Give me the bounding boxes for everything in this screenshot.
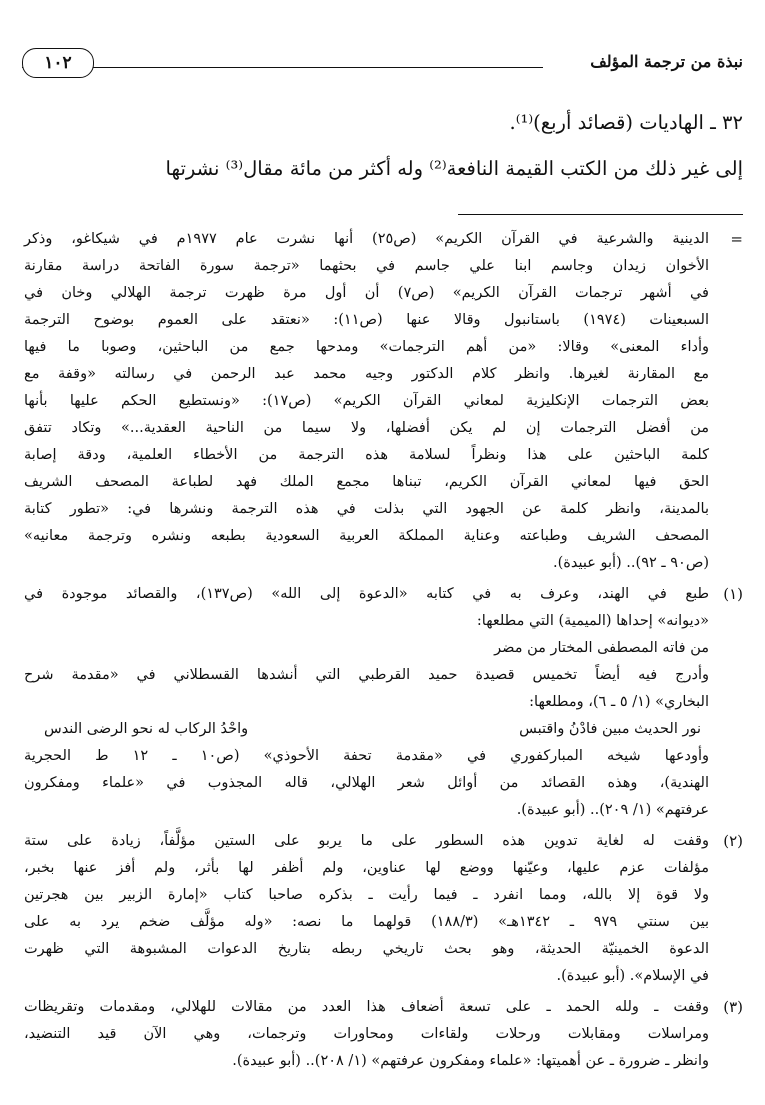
footnote-line: في الإسلام». (أبو عبيدة).	[556, 968, 709, 984]
footnote-line: كلمة الباحثين على هذا ونظراً لسلامة هذه الترجمة من الأخطاء العلمية، ودقة إصابة	[24, 447, 709, 463]
verse-line	[24, 716, 709, 743]
footnote-line: مؤلفات عزم عليها، وعيّنها ووضع لها عناوين، ولم أظفر لها بأثر، ولم أفز عنها بخبر،	[24, 860, 709, 876]
footnote-continued	[24, 226, 743, 577]
footnote-number: (٢)	[723, 832, 743, 850]
footnote-line: وقفت له لغاية تدوين هذه السطور على ما يربو على الستين مؤلَّفاً، زيادة على ستة	[24, 833, 709, 849]
footnote-line: «ديوانه» إحداها (الميمية) التي مطلعها:	[476, 613, 709, 629]
footnote-line: بين سنتي ٩٧٩ ـ ١٣٤٢هـ» (١٨٨/٣) قولهما ما نصه: «وله مؤلَّف ضخم يرد به على	[24, 914, 709, 930]
footnote-line: وانظر ـ ضرورة ـ عن أهميتها: «علماء ومفكرون عرفتهم» (١/ ٢٠٨).. (أبو عبيدة).	[232, 1053, 709, 1069]
footnote-body	[24, 581, 709, 824]
footnote-body	[24, 226, 709, 577]
verse-hemistich-2: واحْدُ الركاب له نحو الرضى الندس	[44, 721, 249, 737]
footnote-line: مع المقارنة لغيرها. وانظر كلام الدكتور وجيه محمد عبد الرحمن في رسالته «وقفة مع	[24, 366, 709, 382]
footnote-line: عرفتهم» (١/ ٢٠٩).. (أبو عبيدة).	[516, 802, 709, 818]
main-line-2: إلى غير ذلك من الكتب القيمة النافعة⁽²⁾ وله أكثر من مائة مقال⁽³⁾ نشرتها	[165, 157, 743, 180]
footnote-line: وأودعها شيخه المباركفوري في «مقدمة تحفة الأحوذي» (ص١٠ ـ ١٢ ط الحجرية	[24, 748, 710, 764]
footnote-line: وأداء المعنى» وقالا: «من أهم الترجمات» ومدحها جمع من الباحثين، وصوبا ما فيها	[24, 339, 709, 355]
footnote-line: الحق فيها لمعاني القرآن الكريم، تبناها مجمع الملك فهد لطباعة المصحف الشريف	[24, 474, 709, 490]
footnote-line: ومراسلات ومقابلات ورحلات ولقاءات ومحاورات وترجمات، وهي الآن قيد التنضيد،	[24, 1026, 709, 1042]
running-title: نبذة من ترجمة المؤلف	[590, 52, 743, 71]
footnote-line: السبعينات (١٩٧٤) باستانبول وقالا عنها (ص١١): «نعتقد على العموم بوضوح الترجمة	[24, 312, 709, 328]
continuation-marker: =	[730, 230, 743, 248]
footnote-separator	[458, 214, 743, 215]
footnote-1	[24, 581, 743, 824]
page-header	[22, 48, 743, 82]
footnote-2	[24, 828, 743, 990]
footnote-line: الأخوان زيدان وجاسم ابنا علي جاسم في بحثهما «ترجمة سورة الفاتحة دراسة مقارنة	[24, 258, 709, 274]
footnote-line: وأدرج فيه أيضاً تخميس قصيدة حميد القرطبي التي أنشدها القسطلاني في «مقدمة شرح	[24, 667, 709, 683]
footnote-line: طبع في الهند، وعرف به في كتابه «الدعوة إلى الله» (ص١٣٧)، والقصائد موجودة في	[24, 586, 709, 602]
footnote-number: (٣)	[723, 998, 743, 1016]
footnote-line: في أشهر ترجمات القرآن الكريم» (ص٧) أن أول مرة ظهرت ترجمة الهلالي وخان في	[24, 285, 709, 301]
verse-hemistich-1: نور الحديث مبين فادْنُ واقتبس	[519, 721, 701, 737]
main-text	[22, 100, 743, 192]
main-line-1: ٣٢ ـ الهاديات (قصائد أربع)⁽¹⁾.	[509, 111, 743, 134]
footnote-line: (ص٩٠ ـ ٩٢).. (أبو عبيدة).	[553, 555, 709, 571]
footnote-line: بعض الترجمات الإنكليزية لمعاني القرآن الكريم» (ص١٧): «ونستطيع الحكم عليها بأنها	[24, 393, 709, 409]
footnote-line: الدينية والشرعية في القرآن الكريم» (ص٢٥) أنها نشرت عام ١٩٧٧م في شيكاغو، وذكر	[24, 231, 710, 247]
verse-opening: من فاته المصطفى المختار من مضر	[494, 640, 709, 656]
footnote-line: الهندية)، وهذه القصائد من أوائل شعر الهلالي، قاله المجذوب في «علماء ومفكرون	[24, 775, 709, 791]
footnote-line: المصحف الشريف وطباعته وعناية المملكة العربية السعودية بطبعه ونشره وترجمة معانيه»	[24, 528, 709, 544]
footnote-body	[24, 828, 709, 990]
footnote-number: (١)	[723, 585, 743, 603]
footnote-line: من أفضل الترجمات إن لم يكن أفضلها، ولا سيما من الناحية العقدية...» وتكاد تتفق	[24, 420, 709, 436]
header-rule	[22, 67, 543, 68]
footnote-line: الدعوة الخمينيّة الحديثة، وهو بحث تاريخي ربطه بتاريخ الدعوات المشبوهة التي ظهرت	[24, 941, 709, 957]
footnote-body	[24, 994, 709, 1075]
footnote-line: البخاري» (١/ ٥ ـ ٦)، ومطلعها:	[529, 694, 709, 710]
footnote-line: ولا قوة إلا بالله، ومما انفرد ـ فيما رأيت ـ بذكره صاحبا كتاب «إمارة الزبير بين هجرتين	[24, 887, 709, 903]
footnote-3	[24, 994, 743, 1075]
footnote-line: وقفت ـ ولله الحمد ـ على تسعة أضعاف هذا العدد من مقالات للهلالي، ومقدمات وتقريظات	[24, 999, 709, 1015]
footnote-line: بالمدينة، وانظر كلمة عن الجهود التي بذلت في هذه الترجمة ونشرها في: «تطور كتابة	[24, 501, 709, 517]
page-number: ١٠٢	[22, 48, 94, 78]
footnotes	[24, 226, 743, 1079]
